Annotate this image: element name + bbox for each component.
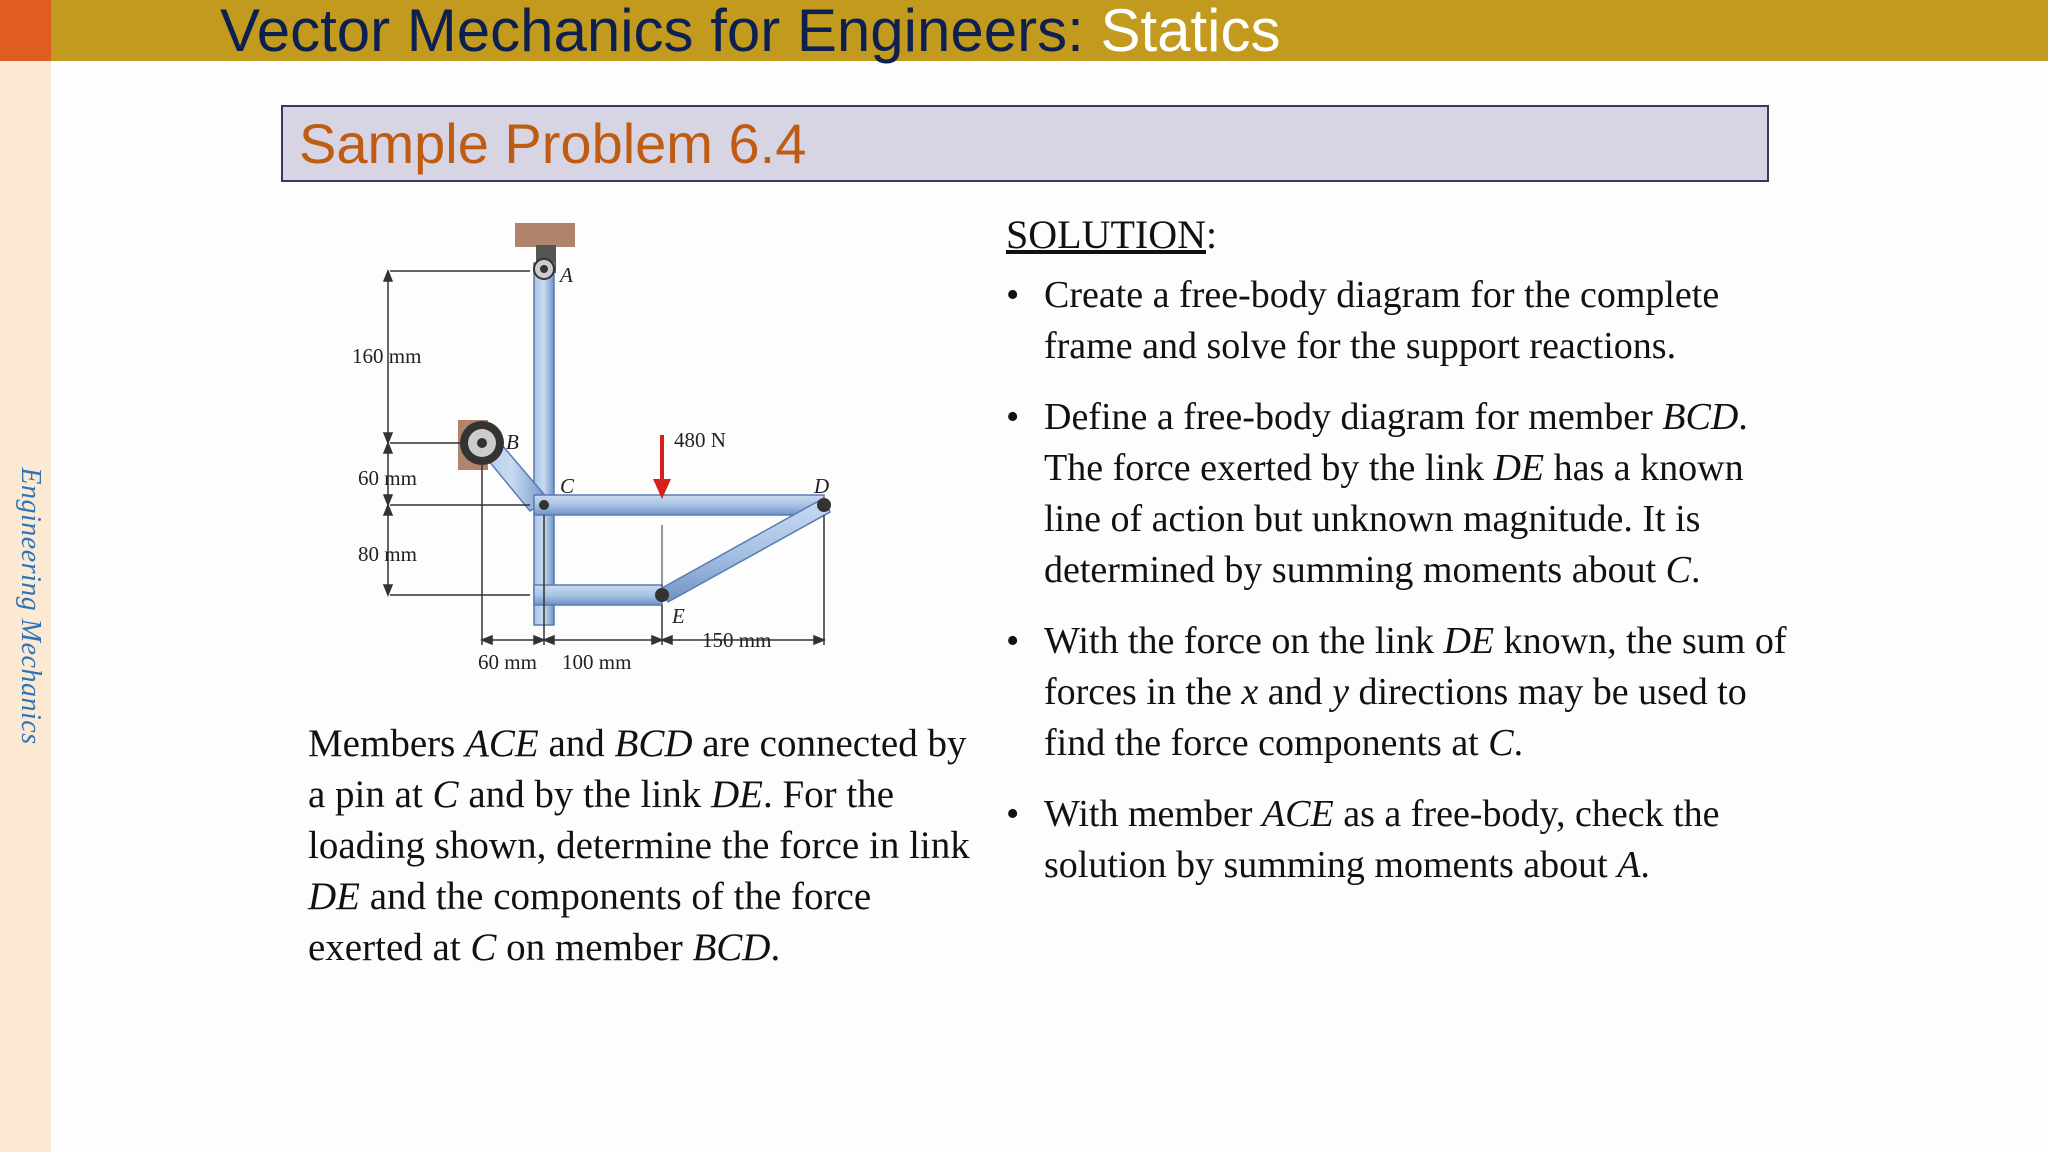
pin-e: [655, 588, 669, 602]
label-load: 480 N: [674, 428, 726, 452]
header-corner-block: [0, 0, 51, 61]
dim-80: 80 mm: [358, 542, 417, 566]
solution-heading: SOLUTION:: [1006, 212, 1218, 257]
solution-step-3: • With the force on the link DE known, the sum of forces in the x and y directions may be used to find the force components at C.: [1006, 620, 1787, 764]
dim-150: 150 mm: [702, 628, 772, 652]
label-e: E: [672, 604, 685, 628]
dim-60-horizontal: 60 mm: [478, 650, 537, 674]
member-bcd-horizontal: [534, 495, 824, 515]
member-ace-horizontal: [534, 585, 662, 605]
problem-title-box: [281, 105, 1769, 182]
header-title-main: Vector Mechanics for Engineers:: [220, 0, 1101, 64]
header-title-accent: Statics: [1100, 0, 1281, 64]
pin-c: [539, 500, 549, 510]
solution-step-4: • With member ACE as a free-body, check the solution by summing moments about A.: [1006, 793, 1720, 886]
label-b: B: [506, 430, 519, 454]
sidebar-vertical-label: Engineering Mechanics: [15, 467, 46, 745]
label-c: C: [560, 474, 575, 498]
dim-60-vertical: 60 mm: [358, 466, 417, 490]
support-a: [515, 223, 575, 247]
label-d: D: [814, 474, 830, 498]
solution-panel: [1006, 210, 1796, 911]
solution-step-1: • Create a free-body diagram for the complete frame and solve for the support reactions.: [1006, 274, 1720, 367]
label-a: A: [560, 263, 573, 287]
frame-diagram: [340, 215, 860, 685]
solution-steps: [1006, 270, 1796, 891]
pin-d: [817, 498, 831, 512]
problem-statement: Members ACE and BCD are connected by a pin at C and by the link DE. For the loading shown, determine the force in link DE and the components of the force exerted at C on member BCD.: [308, 722, 970, 969]
problem-title: Sample Problem 6.4: [299, 112, 807, 175]
dim-100: 100 mm: [562, 650, 632, 674]
header-title: [220, 0, 1281, 66]
dim-160: 160 mm: [352, 344, 422, 368]
solution-step-2: • Define a free-body diagram for member BCD. The force exerted by the link DE has a known line of action but unknown magnitude. It is determined by summing moments about C.: [1006, 396, 1748, 591]
